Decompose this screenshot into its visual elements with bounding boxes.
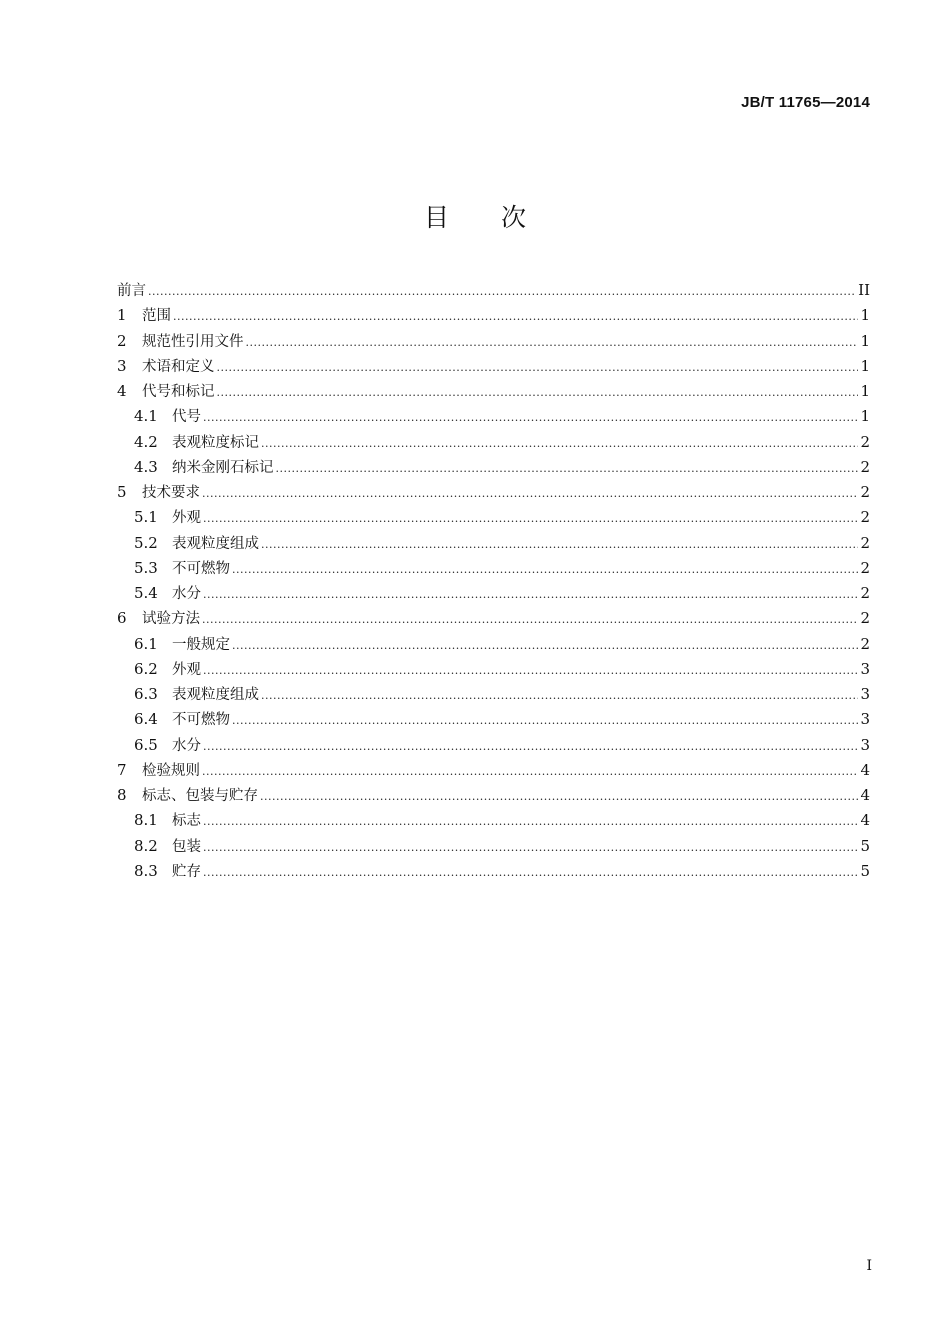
toc-entry-page: 2: [860, 558, 870, 577]
toc-entry-page: 1: [860, 306, 870, 325]
toc-entry[interactable]: [117, 556, 870, 581]
toc-dot-leader: [261, 431, 858, 456]
toc-dot-leader: [203, 835, 858, 860]
toc-dot-leader: [203, 582, 858, 607]
toc-title: 目次: [423, 203, 578, 232]
toc-entry[interactable]: [117, 632, 870, 657]
toc-dot-leader: [232, 557, 858, 582]
toc-entry-page: 4: [860, 811, 870, 830]
toc-entry-label: 标志: [172, 813, 201, 830]
toc-entry-page: 1: [860, 331, 870, 350]
toc-entry-label: 技术要求: [142, 485, 200, 501]
toc-dot-leader: [173, 304, 858, 329]
toc-entry-page: 3: [860, 735, 870, 754]
toc-dot-leader: [148, 279, 856, 304]
toc-entry-number: 5.4: [134, 584, 158, 602]
toc-entry-label: 不可燃物: [172, 712, 230, 729]
toc-entry-label: 纳米金刚石标记: [172, 459, 274, 476]
toc-entry[interactable]: [117, 657, 870, 682]
toc-dot-leader: [202, 759, 858, 784]
toc-entry[interactable]: [117, 859, 870, 884]
toc-entry[interactable]: [117, 354, 870, 379]
toc-entry[interactable]: [117, 834, 870, 859]
toc-entry[interactable]: [117, 505, 870, 530]
toc-entry[interactable]: [117, 430, 870, 455]
toc-entry-number: 3: [117, 356, 127, 375]
toc-entry-number: 4.2: [134, 432, 158, 451]
toc-dot-leader: [261, 532, 858, 557]
toc-dot-leader: [217, 355, 859, 380]
toc-entry-label: 标志、包装与贮存: [142, 788, 258, 804]
toc-entry-page: 1: [860, 356, 870, 375]
toc-entry-page: 2: [860, 609, 870, 628]
toc-entry[interactable]: [117, 379, 870, 404]
toc-entry[interactable]: [117, 783, 870, 808]
toc-entry-label: 外观: [172, 661, 201, 678]
toc-entry-page: 2: [860, 457, 870, 476]
toc-entry[interactable]: [117, 606, 870, 631]
toc-entry-number: 8: [117, 786, 127, 804]
toc-entry[interactable]: [117, 531, 870, 556]
toc-dot-leader: [276, 456, 859, 481]
toc-entry-number: 7: [117, 760, 127, 779]
toc-entry-page: 5: [860, 861, 870, 880]
toc-entry-label: 贮存: [172, 863, 201, 880]
toc-entry[interactable]: [117, 682, 870, 707]
toc-dot-leader: [203, 734, 858, 759]
document-code: JB/T 11765—2014: [741, 94, 870, 111]
toc-entry-label: 不可燃物: [172, 560, 230, 577]
toc-entry-label: 表观粒度组成: [172, 535, 259, 552]
toc-dot-leader: [203, 860, 858, 885]
toc-entry-label: 一般规定: [172, 636, 230, 653]
toc-entry-label: 前言: [117, 283, 146, 299]
toc-entry-number: 6.2: [134, 659, 158, 678]
toc-entry-page: 3: [860, 659, 870, 678]
toc-entry-label: 表观粒度标记: [172, 434, 259, 451]
toc-entry-label: 术语和定义: [142, 358, 215, 375]
toc-entry-label: 包装: [172, 838, 201, 855]
toc-entry-label: 试验方法: [142, 611, 200, 628]
table-of-contents: [117, 278, 870, 884]
toc-entry[interactable]: [117, 733, 870, 758]
toc-dot-leader: [232, 708, 858, 733]
toc-entry-number: 6: [117, 609, 127, 628]
toc-entry-number: 5.1: [134, 508, 158, 527]
toc-entry[interactable]: [117, 480, 870, 505]
toc-entry[interactable]: [117, 329, 870, 354]
toc-entry-page: 2: [860, 533, 870, 552]
toc-entry[interactable]: [117, 303, 870, 328]
toc-dot-leader: [202, 481, 858, 506]
toc-entry-page: 1: [860, 382, 870, 400]
page-number: I: [866, 1258, 872, 1274]
toc-entry-label: 代号: [172, 409, 201, 426]
toc-entry-label: 代号和标记: [142, 384, 215, 400]
toc-entry-page: 2: [860, 432, 870, 451]
toc-entry[interactable]: [117, 278, 870, 303]
toc-entry-number: 4: [117, 382, 127, 400]
toc-entry-label: 水分: [172, 737, 201, 754]
toc-entry-page: 5: [860, 836, 870, 855]
toc-dot-leader: [202, 607, 858, 632]
toc-entry-number: 5.2: [134, 533, 158, 552]
toc-dot-leader: [203, 809, 858, 834]
toc-dot-leader: [246, 330, 859, 355]
toc-dot-leader: [203, 405, 858, 430]
toc-entry-number: 8.2: [134, 836, 158, 855]
toc-entry-label: 水分: [172, 586, 201, 602]
toc-entry-number: 6.5: [134, 735, 158, 754]
toc-entry[interactable]: [117, 808, 870, 833]
toc-dot-leader: [217, 380, 859, 405]
toc-entry-page: 3: [860, 710, 870, 729]
toc-entry-number: 4.3: [134, 457, 158, 476]
toc-entry-page: 4: [860, 760, 870, 779]
toc-entry-page: 2: [860, 483, 870, 501]
toc-entry-label: 范围: [142, 308, 171, 325]
toc-entry[interactable]: [117, 404, 870, 429]
toc-entry-label: 表观粒度组成: [172, 687, 259, 703]
toc-entry-page: 4: [860, 786, 870, 804]
toc-dot-leader: [203, 506, 858, 531]
toc-entry-number: 6.4: [134, 710, 158, 729]
toc-entry-number: 6.1: [134, 634, 158, 653]
toc-dot-leader: [260, 784, 858, 809]
toc-entry-page: 2: [860, 584, 870, 602]
toc-dot-leader: [203, 658, 858, 683]
toc-entry-number: 4.1: [134, 407, 158, 426]
toc-entry-number: 5.3: [134, 558, 158, 577]
toc-entry[interactable]: [117, 581, 870, 606]
toc-entry-page: 2: [860, 634, 870, 653]
toc-entry-number: 8.3: [134, 861, 158, 880]
toc-entry-page: II: [858, 281, 870, 299]
toc-entry-label: 规范性引用文件: [142, 333, 244, 350]
toc-entry-page: 2: [860, 508, 870, 527]
toc-entry[interactable]: [117, 707, 870, 732]
toc-entry-number: 2: [117, 331, 127, 350]
toc-entry-number: 8.1: [134, 811, 158, 830]
toc-entry-page: 1: [860, 407, 870, 426]
toc-dot-leader: [261, 683, 858, 708]
toc-entry[interactable]: [117, 455, 870, 480]
toc-entry-number: 1: [117, 306, 127, 325]
toc-entry-number: 6.3: [134, 685, 158, 703]
toc-entry-label: 检验规则: [142, 762, 200, 779]
toc-entry[interactable]: [117, 758, 870, 783]
toc-entry-label: 外观: [172, 510, 201, 527]
toc-dot-leader: [232, 633, 858, 658]
toc-entry-page: 3: [860, 685, 870, 703]
toc-entry-number: 5: [117, 483, 127, 501]
